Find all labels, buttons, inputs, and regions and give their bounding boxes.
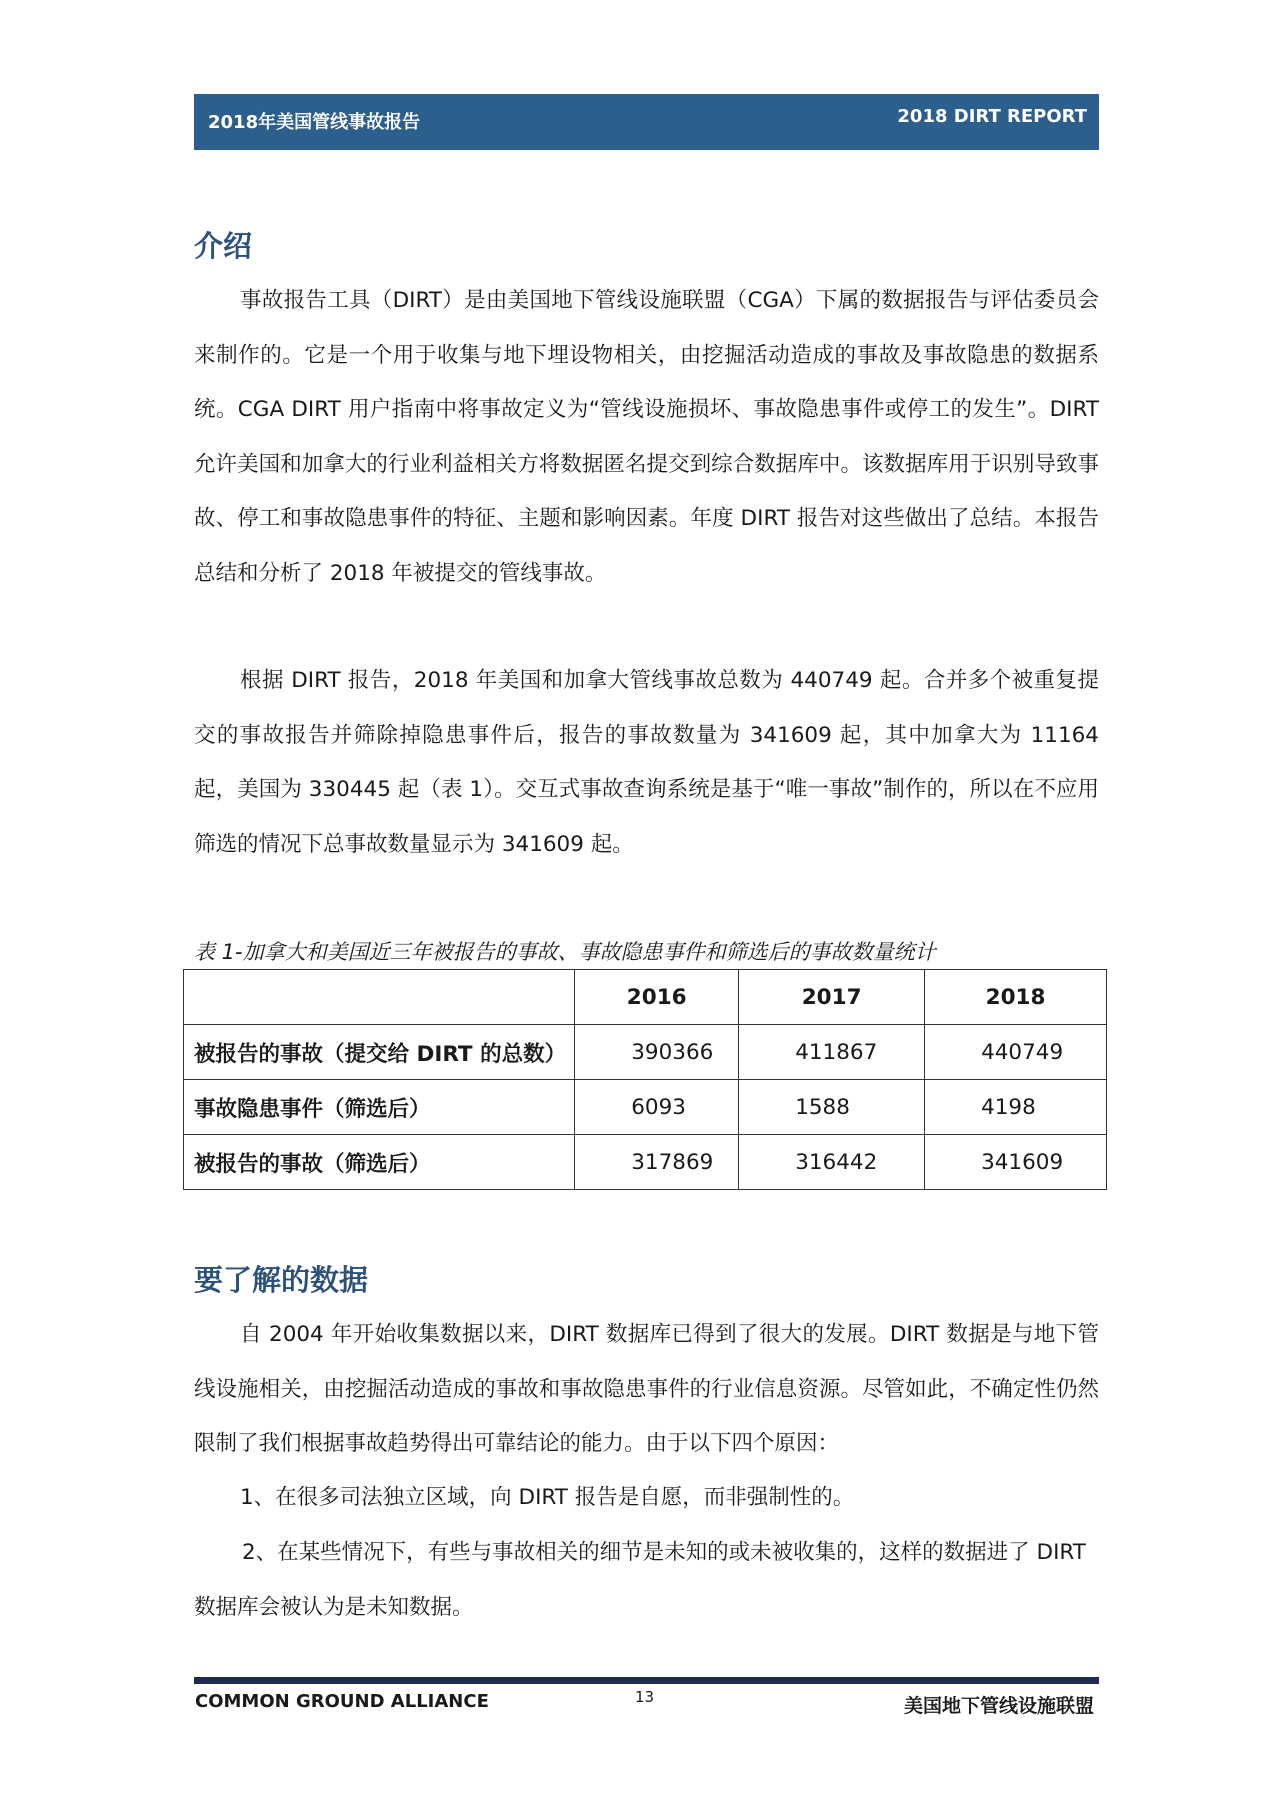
- table-cell: 390366: [575, 1025, 739, 1080]
- table-cell: 316442: [739, 1135, 925, 1190]
- table-cell: 4198: [925, 1080, 1107, 1135]
- table-header-empty: [184, 970, 575, 1025]
- table-cell: 6093: [575, 1080, 739, 1135]
- table-header-row: [184, 970, 1107, 1025]
- row-label: 被报告的事故（提交给 DIRT 的总数）: [184, 1025, 575, 1080]
- list-item: 2、在某些情况下，有些与事故相关的细节是未知的或未被收集的，这样的数据进了 DIRT 数据库会被认为是未知数据。: [194, 1540, 1086, 1620]
- intro-paragraph-1: 事故报告工具（DIRT）是由美国地下管线设施联盟（CGA）下属的数据报告与评估委员会来制作的。它是一个用于收集与地下埋设物相关，由挖掘活动造成的事故及事故隐患的数据系统。CGA DIRT 用户指南中将事故定义为“管线设施损坏、事故隐患事件或停工的发生”。DIRT 允许美国和加拿大的行业利益相关方将数据匿名提交到综合数据库中。该数据库用于识别导致事故、停工和事故隐患事件的特征、主题和影响因素。年度 DIRT 报告对这些做出了总结。本报告总结和分析了 2018 年被提交的管线事故。: [194, 288, 1099, 586]
- table-cell: 1588: [739, 1080, 925, 1135]
- table-header-year: 2017: [739, 970, 925, 1025]
- table-cell: 317869: [575, 1135, 739, 1190]
- table-header-year: 2016: [575, 970, 739, 1025]
- table-row: [184, 1135, 1107, 1190]
- header-title-en: 2018 DIRT REPORT: [897, 106, 1087, 127]
- page-number: 13: [635, 1688, 655, 1706]
- section-heading-intro: 介绍: [194, 229, 253, 263]
- table-caption: 表 1-加拿大和美国近三年被报告的事故、事故隐患事件和筛选后的事故数量统计: [194, 940, 936, 964]
- header-band: [194, 94, 1099, 150]
- section-heading-data: 要了解的数据: [194, 1263, 369, 1297]
- intro-paragraph-2: 根据 DIRT 报告，2018 年美国和加拿大管线事故总数为 440749 起。合并多个被重复提交的事故报告并筛除掉隐患事件后，报告的事故数量为 341609 起，其中加拿大为 11164 起，美国为 330445 起（表 1）。交互式事故查询系统是基于“唯一事故”制作的，所以在不应用筛选的情况下总事故数量显示为 341609 起。: [194, 668, 1099, 857]
- table-cell: 411867: [739, 1025, 925, 1080]
- header-title-cn: 2018年美国管线事故报告: [208, 112, 421, 133]
- row-label: 事故隐患事件（筛选后）: [184, 1080, 575, 1135]
- footer-org-en: COMMON GROUND ALLIANCE: [195, 1691, 489, 1712]
- table-row: [184, 1025, 1107, 1080]
- table-cell: 341609: [925, 1135, 1107, 1190]
- table-row: [184, 1080, 1107, 1135]
- table-cell: 440749: [925, 1025, 1107, 1080]
- data-paragraph-1: 自 2004 年开始收集数据以来，DIRT 数据库已得到了很大的发展。DIRT 数据是与地下管线设施相关，由挖掘活动造成的事故和事故隐患事件的行业信息资源。尽管如此，不确定性仍然限制了我们根据事故趋势得出可靠结论的能力。由于以下四个原因：: [194, 1322, 1099, 1456]
- row-label: 被报告的事故（筛选后）: [184, 1135, 575, 1190]
- table-header-year: 2018: [925, 970, 1107, 1025]
- list-item: 1、在很多司法独立区域，向 DIRT 报告是自愿，而非强制性的。: [240, 1485, 855, 1510]
- footer-org-cn: 美国地下管线设施联盟: [903, 1695, 1094, 1717]
- incident-table: [183, 969, 1107, 1190]
- footer-rule: [194, 1677, 1099, 1684]
